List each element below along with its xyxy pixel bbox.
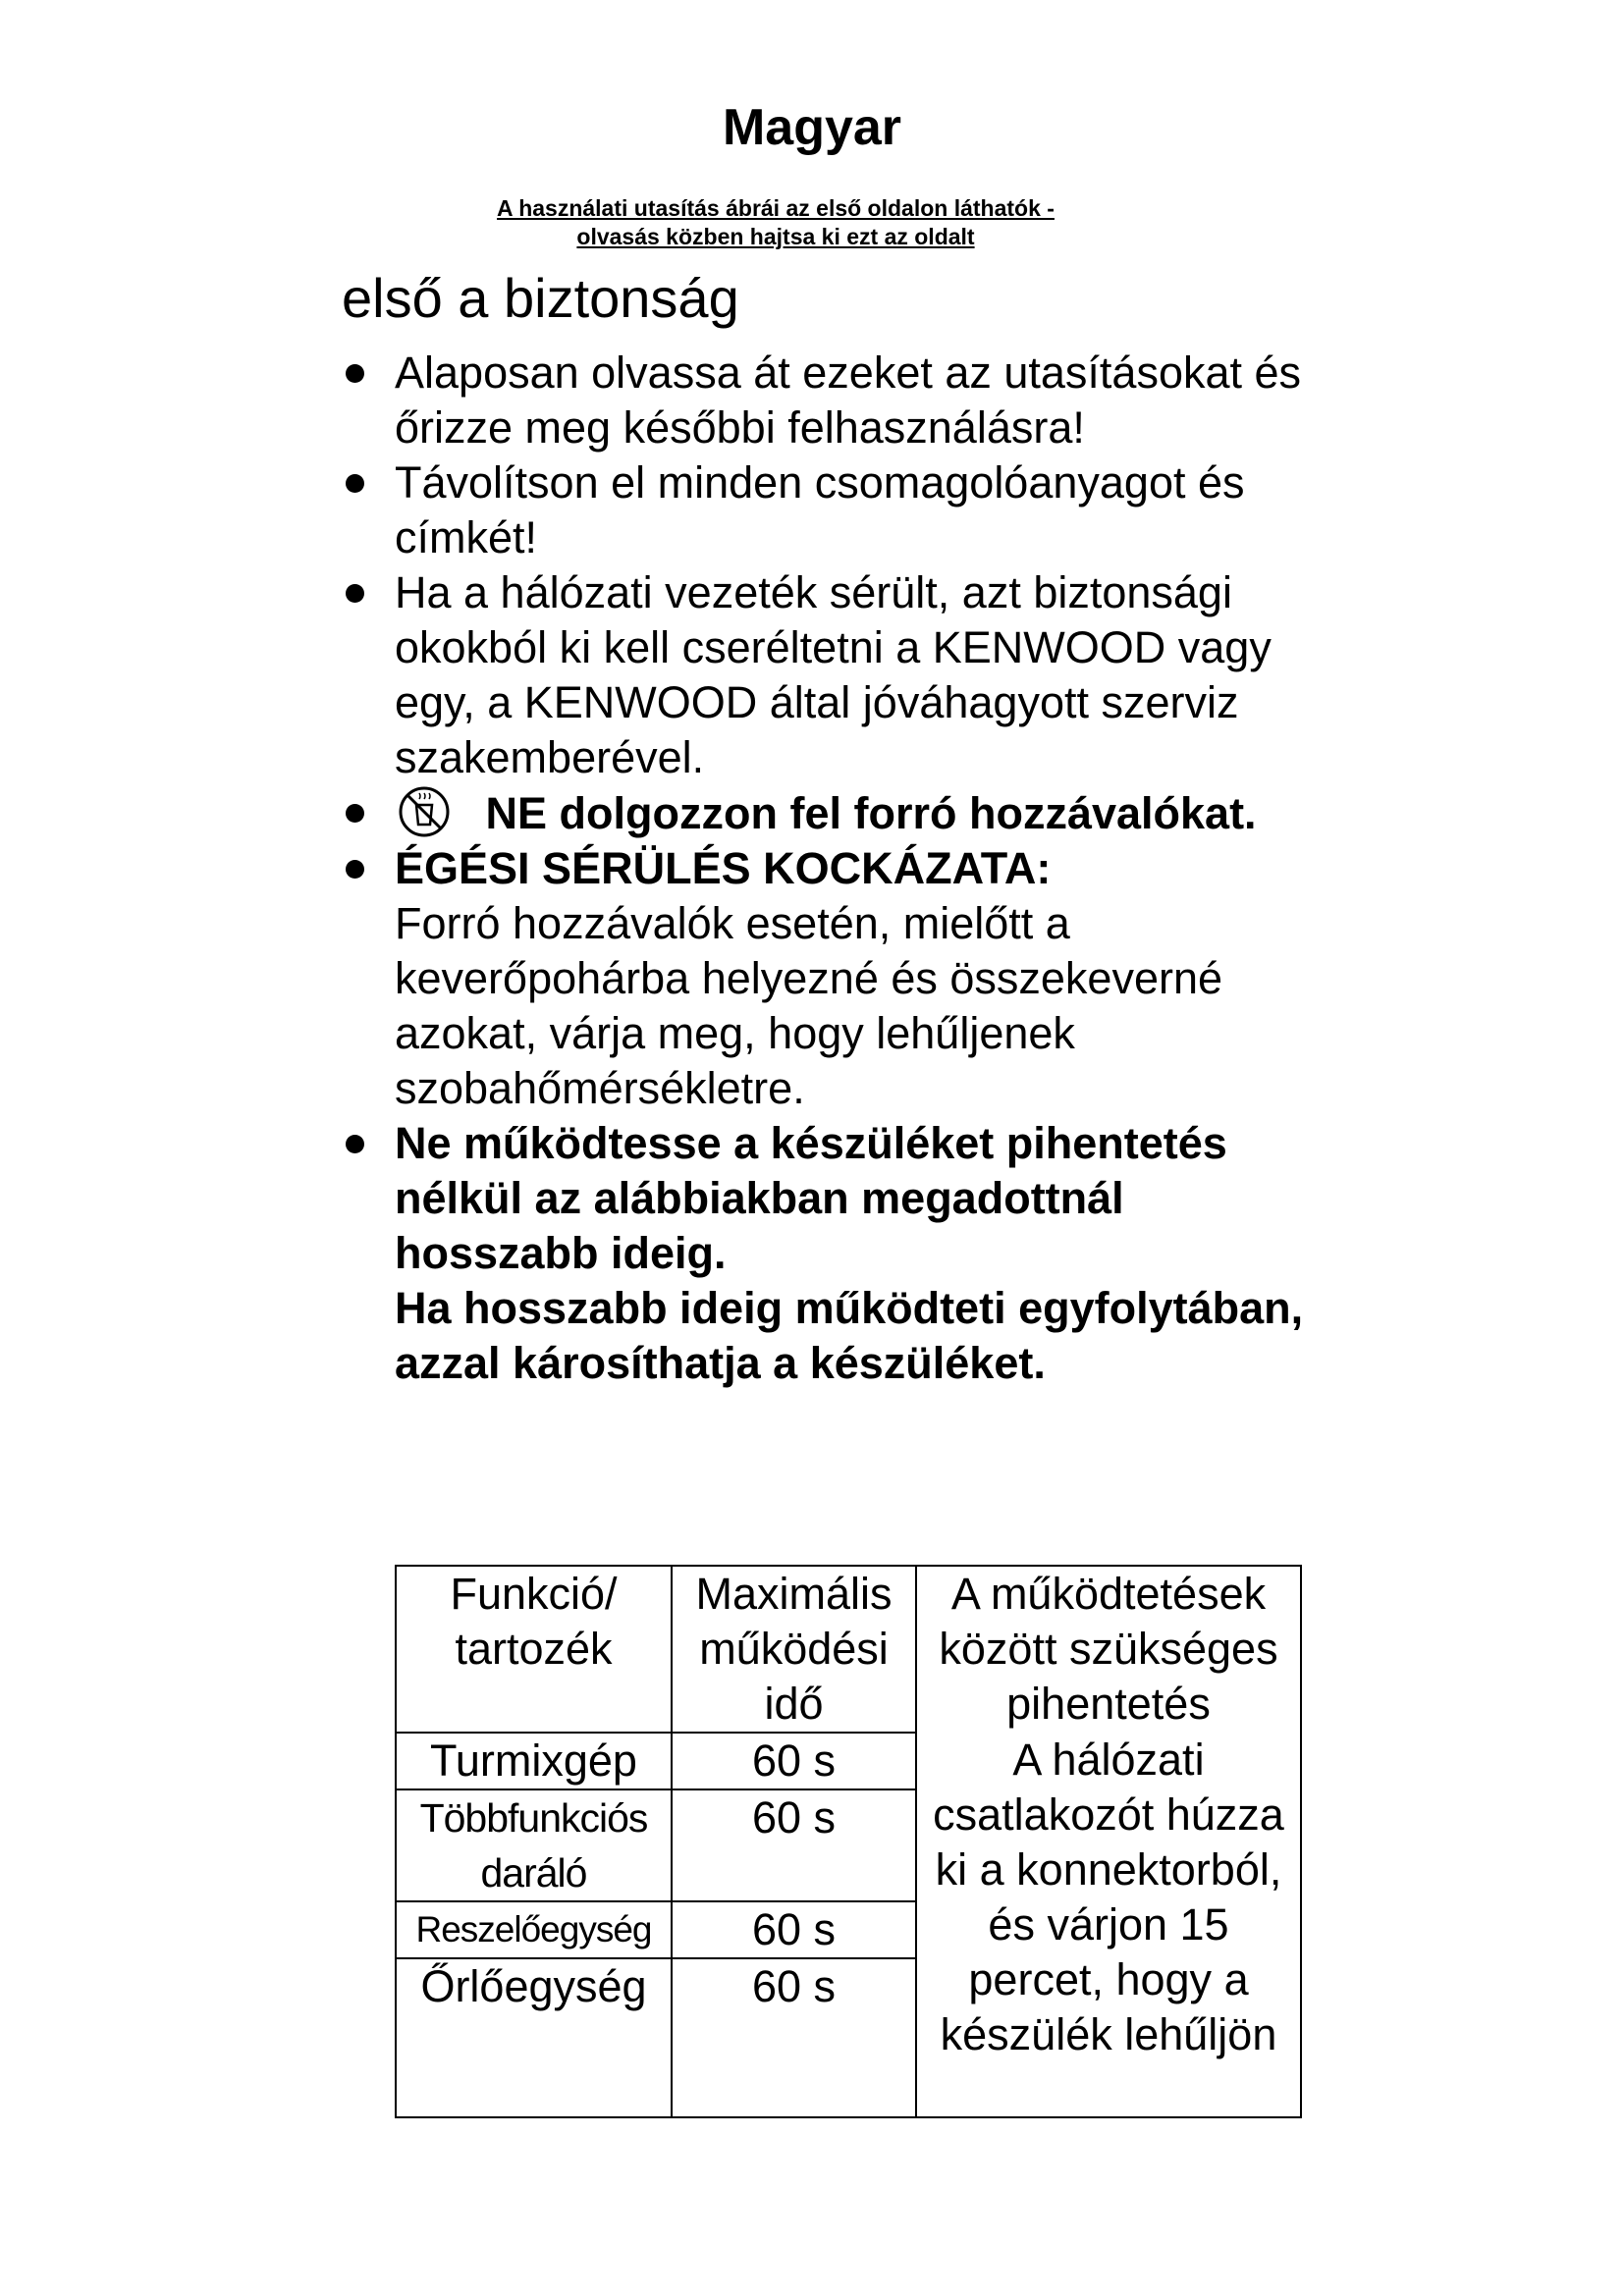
cell-function: Turmixgép [396,1733,672,1789]
cell-function: Reszelőegység [396,1901,672,1958]
bullet-text: Távolítson el minden csomagolóanyagot és címkét! [395,457,1245,562]
list-item [342,346,1304,455]
bullet-icon [346,474,364,493]
bullet-text-bold: ÉGÉSI SÉRÜLÉS KOCKÁZATA: [395,843,1052,893]
operating-time-table [395,1565,1302,2118]
cell-time: 60 s [672,1958,916,2117]
header-function: Funkció/ tartozék [396,1566,672,1733]
bullet-text: Ha a hálózati vezeték sérült, azt biztonsági okokból ki kell cseréltetni a KENWOOD vagy egy, a KENWOOD által jóváhagyott szerviz szakemberével. [395,567,1272,782]
bullet-text: Forró hozzávalók esetén, mielőtt a keverőpohárba helyezné és összekeverné azokat, várja meg, hogy lehűljenek szobahőmérsékletre. [395,898,1223,1113]
safety-heading: első a biztonság [342,267,739,329]
header-max-time: Maximális működési idő [672,1566,916,1733]
bullet-text: Alaposan olvassa át ezeket az utasításokat és őrizze meg későbbi felhasználásra! [395,347,1302,453]
cell-time: 60 s [672,1733,916,1789]
list-item [342,455,1304,565]
page-title: Magyar [722,99,902,156]
notice-line-1: A használati utasítás ábrái az első oldalon láthatók - [497,195,1055,221]
bullet-icon [346,804,364,823]
no-hot-ingredients-icon [395,785,454,838]
list-item [342,785,1304,841]
cell-function: Többfunkciós daráló [396,1789,672,1901]
table-header-row [396,1566,1301,1733]
cell-time: 60 s [672,1789,916,1901]
bullet-icon [346,860,364,879]
bullet-icon [346,1135,364,1153]
table-row [396,1733,1301,1789]
bullet-icon [346,584,364,603]
bullet-icon [346,364,364,383]
cell-rest: A hálózati csatlakozót húzza ki a konnektorból, és várjon 15 percet, hogy a készülék lehűljön [916,1733,1301,2117]
list-item [342,1116,1304,1391]
header-rest: A működtetések között szükséges pihentetés [916,1566,1301,1733]
cell-function: Őrlőegység [396,1958,672,2117]
bullet-text-bold: Ha hosszabb ideig működteti egyfolytában, azzal károsíthatja a készüléket. [395,1283,1304,1388]
bullet-text-bold: Ne működtesse a készüléket pihentetés nélkül az alábbiakban megadottnál hosszabb ideig. [395,1118,1227,1278]
list-item [342,841,1304,1116]
list-item [342,565,1304,785]
safety-list [342,346,1304,1391]
cell-time: 60 s [672,1901,916,1958]
bullet-text-bold: NE dolgozzon fel forró hozzávalókat. [485,788,1257,838]
figures-notice [393,194,1159,251]
notice-line-2: olvasás közben hajtsa ki ezt az oldalt [576,224,975,249]
